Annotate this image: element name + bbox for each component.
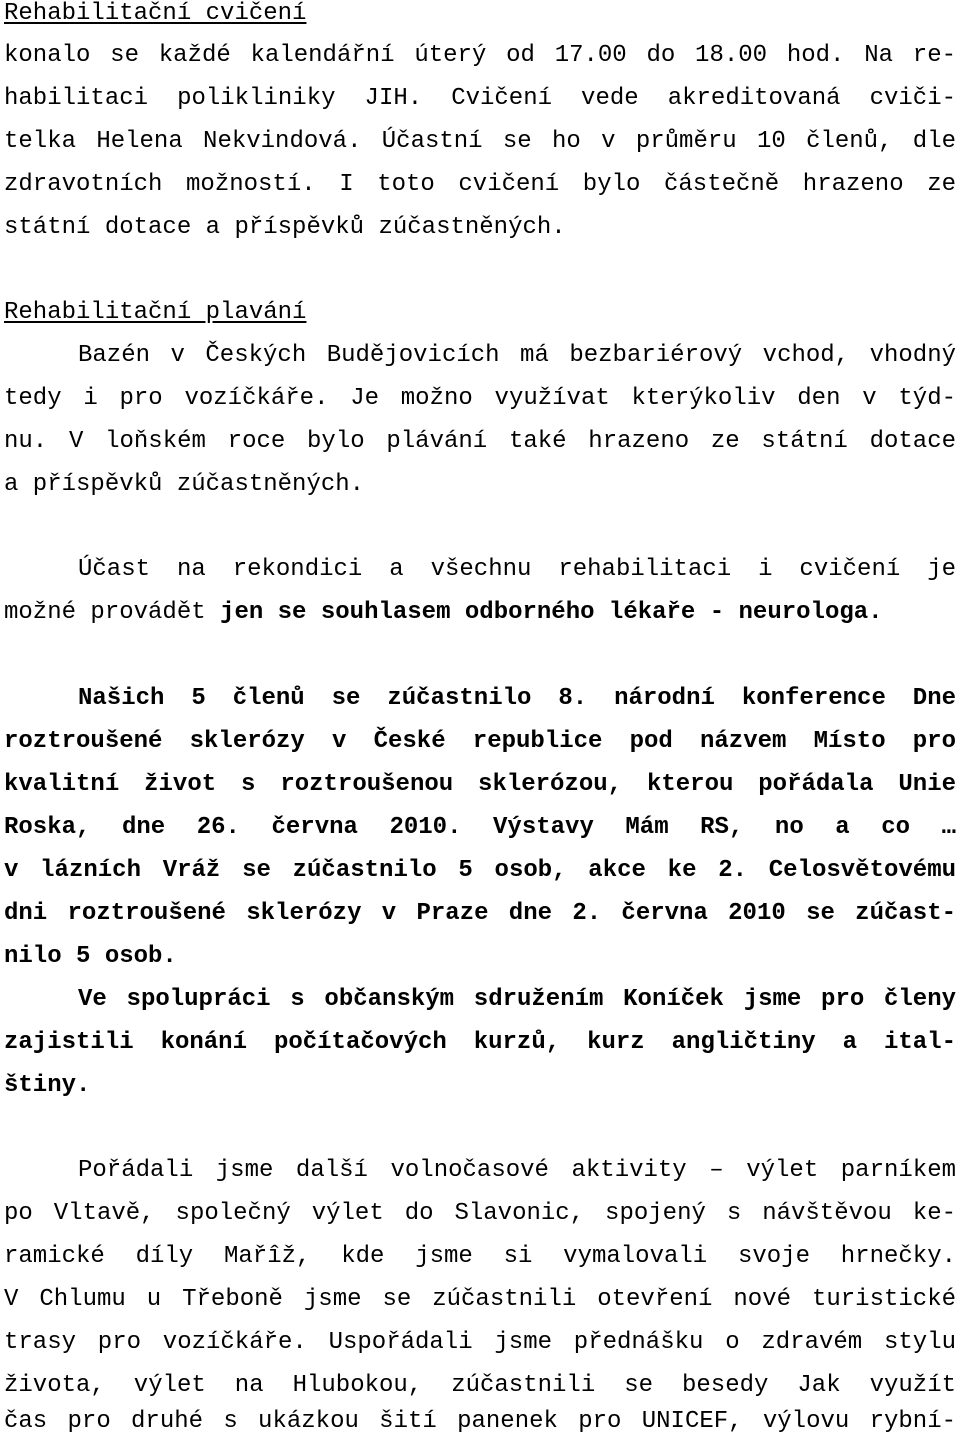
paragraph-line: tedy i pro vozíčkáře. Je možno využívat kterýkoliv den v týd- (4, 385, 956, 412)
paragraph-line: Pořádali jsme další volnočasové aktivity – výlet parníkem (78, 1157, 956, 1184)
paragraph-line: Roska, dne 26. června 2010. Výstavy Mám RS, no a co … (4, 814, 956, 841)
paragraph-line: Bazén v Českých Budějovicích má bezbariérový vchod, vhodný (78, 342, 956, 369)
paragraph-line: nilo 5 osob. (4, 943, 177, 970)
paragraph-line: konalo se každé kalendářní úterý od 17.00 do 18.00 hod. Na re- (4, 42, 956, 69)
paragraph-line: a příspěvků zúčastněných. (4, 471, 365, 498)
paragraph-line: života, výlet na Hlubokou, zúčastnili se besedy Jak využít (4, 1372, 956, 1399)
heading-rehabilitation-exercise: Rehabilitační cvičení (4, 0, 307, 27)
paragraph-line: roztroušené sklerózy v České republice pod názvem Místo pro (4, 728, 956, 755)
paragraph-line: v lázních Vráž se zúčastnilo 5 osob, akce ke 2. Celosvětovému (4, 857, 956, 884)
paragraph-line: ramické díly Mařîž, kde jsme si vymalovali svoje hrnečky. (4, 1243, 956, 1270)
paragraph-line: státní dotace a příspěvků zúčastněných. (4, 214, 566, 241)
paragraph-line: dni roztroušené sklerózy v Praze dne 2. června 2010 se zúčast- (4, 900, 956, 927)
heading-rehabilitation-swimming: Rehabilitační plavání (4, 299, 307, 326)
paragraph-line: kvalitní život s roztroušenou sklerózou, kterou pořádala Unie (4, 771, 956, 798)
paragraph-line: zajistili konání počítačových kurzů, kurz angličtiny a ital- (4, 1029, 956, 1056)
paragraph-line: čas pro druhé s ukázkou šití panenek pro UNICEF, výlovu rybní- (4, 1408, 956, 1435)
paragraph-line: po Vltavě, společný výlet do Slavonic, spojený s návštěvou ke- (4, 1200, 956, 1227)
paragraph-line: Ve spolupráci s občanským sdružením Koníček jsme pro členy (78, 986, 956, 1013)
normal-text: možné provádět (4, 599, 221, 626)
paragraph-line: trasy pro vozíčkáře. Uspořádali jsme přednášku o zdravém stylu (4, 1329, 956, 1356)
paragraph-line: Našich 5 členů se zúčastnilo 8. národní konference Dne (78, 685, 956, 712)
paragraph-line: V Chlumu u Třeboně jsme se zúčastnili otevření nové turistické (4, 1286, 956, 1313)
paragraph-line (4, 596, 956, 630)
paragraph-line: telka Helena Nekvindová. Účastní se ho v průměru 10 členů, dle (4, 128, 956, 155)
paragraph-line: Účast na rekondici a všechnu rehabilitaci i cvičení je (78, 556, 956, 583)
paragraph-line: habilitaci polikliniky JIH. Cvičení vede akreditovaná cviči- (4, 85, 956, 112)
paragraph-line: nu. V loňském roce bylo plávání také hrazeno ze státní dotace (4, 428, 956, 455)
bold-text: jen se souhlasem odborného lékaře - neurologa. (220, 599, 883, 626)
paragraph-line: zdravotních možností. I toto cvičení bylo částečně hrazeno ze (4, 171, 956, 198)
paragraph-line: štiny. (4, 1072, 91, 1099)
